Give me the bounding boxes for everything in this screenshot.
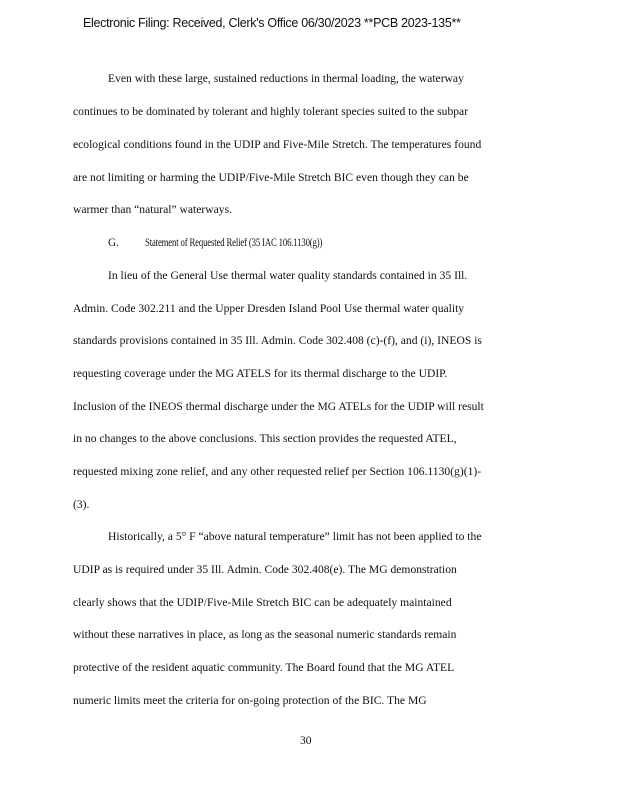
- paragraph-2-line-5: Inclusion of the INEOS thermal discharge under the MG ATELs for the UDIP will result: [73, 400, 484, 413]
- paragraph-3-line-3: clearly shows that the UDIP/Five-Mile Stretch BIC can be adequately maintained: [73, 596, 452, 609]
- paragraph-3-line-4: without these narratives in place, as long as the seasonal numeric standards remain: [73, 628, 457, 641]
- section-title: Statement of Requested Relief (35 IAC 106.1130(g)): [145, 237, 323, 249]
- paragraph-3-line-6: numeric limits meet the criteria for on-going protection of the BIC. The MG: [73, 694, 427, 707]
- paragraph-3-line-5: protective of the resident aquatic community. The Board found that the MG ATEL: [73, 661, 455, 674]
- paragraph-2-line-4: requesting coverage under the MG ATELS for its thermal discharge to the UDIP.: [73, 367, 448, 380]
- paragraph-1-line-1: Even with these large, sustained reductions in thermal loading, the waterway: [108, 72, 464, 85]
- paragraph-1-line-3: ecological conditions found in the UDIP and Five-Mile Stretch. The temperatures found: [73, 138, 482, 151]
- page-number: 30: [300, 734, 312, 747]
- paragraph-2-line-3: standards provisions contained in 35 Ill. Admin. Code 302.408 (c)-(f), and (i), INEOS is: [73, 334, 482, 347]
- paragraph-2-line-2: Admin. Code 302.211 and the Upper Dresden Island Pool Use thermal water quality: [73, 302, 465, 315]
- paragraph-2-line-8: (3).: [73, 498, 90, 511]
- paragraph-2-line-6: in no changes to the above conclusions. This section provides the requested ATEL,: [73, 432, 457, 445]
- paragraph-2-line-1: In lieu of the General Use thermal water quality standards contained in 35 Ill.: [108, 269, 468, 282]
- paragraph-3-line-1: Historically, a 5° F “above natural temperature” limit has not been applied to the: [108, 530, 482, 543]
- section-number: G.: [108, 237, 119, 249]
- paragraph-2-line-7: requested mixing zone relief, and any other requested relief per Section 106.1130(g)(1)-: [73, 465, 482, 478]
- paragraph-1-line-2: continues to be dominated by tolerant and highly tolerant species suited to the subpar: [73, 105, 469, 118]
- paragraph-3-line-2: UDIP as is required under 35 Ill. Admin. Code 302.408(e). The MG demonstration: [73, 563, 457, 576]
- filing-stamp-header: Electronic Filing: Received, Clerk's Office 06/30/2023 **PCB 2023-135**: [83, 16, 461, 30]
- paragraph-1-line-5: warmer than “natural” waterways.: [73, 203, 233, 216]
- section-heading: [108, 236, 372, 250]
- paragraph-1-line-4: are not limiting or harming the UDIP/Five-Mile Stretch BIC even though they can be: [73, 171, 469, 184]
